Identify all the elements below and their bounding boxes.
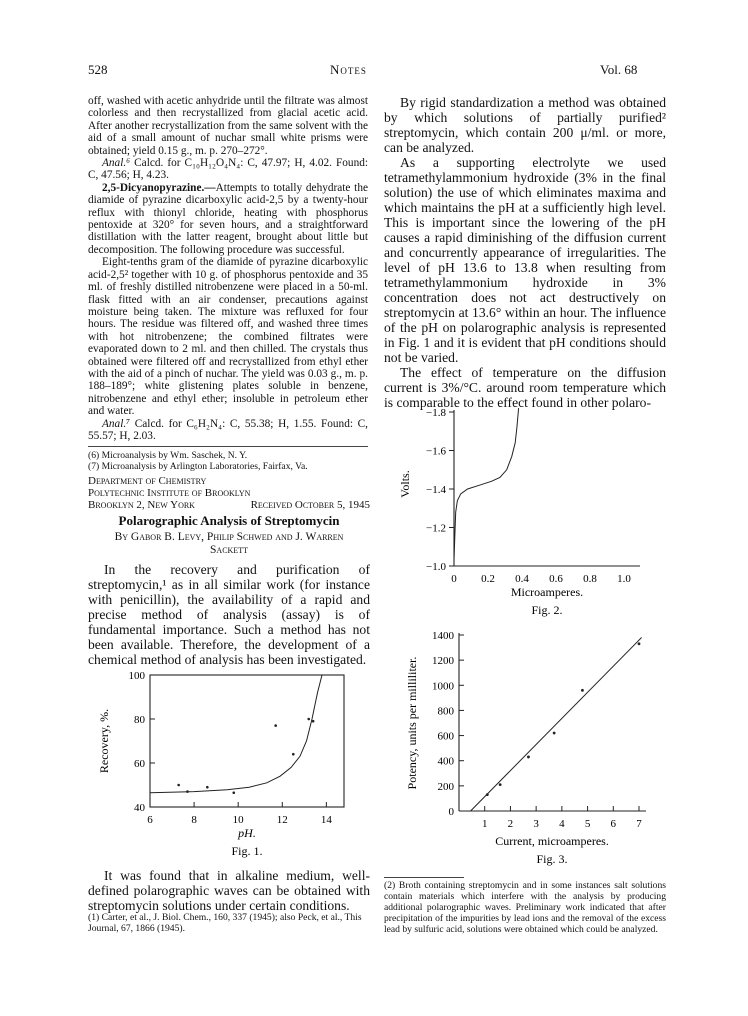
fig2-x-tick-label: 0 — [451, 573, 457, 585]
fig2-y-tick-label: −1.6 — [426, 445, 446, 458]
by-label: By — [114, 531, 129, 543]
fig3-xlabel: Current, microamperes. — [495, 834, 609, 848]
footnote-divider — [384, 877, 464, 878]
fig1-data-point — [312, 720, 315, 723]
fig3-y-tick-label: 1400 — [432, 630, 454, 642]
paragraph: By rigid standardization a method was obtained by which solutions of partially purified² streptomycin, which contain 200 μ/ml. or more, can be analyzed. — [384, 95, 666, 155]
fig2-x-tick-label: 0.2 — [481, 573, 495, 585]
fig1-x-tick-label: 10 — [232, 814, 244, 826]
fig2-xlabel: Microamperes. — [510, 585, 584, 599]
fig3-x-tick-label: 3 — [533, 818, 539, 830]
fig3-y-tick-label: 600 — [437, 730, 454, 743]
affiliation-city: Brooklyn 2, New York — [88, 499, 195, 511]
fig2-y-tick-label: −1.8 — [426, 407, 446, 419]
analysis-line — [88, 418, 368, 443]
fig3-x-tick-label: 6 — [610, 818, 617, 830]
fig3-y-tick-label: 0 — [448, 806, 454, 818]
fig1-caption: Fig. 1. — [231, 844, 263, 858]
fig2-curve — [454, 408, 519, 560]
fig3-y-tick-label: 400 — [437, 755, 454, 768]
footnote: (7) Microanalysis by Arlington Laboratories, Fairfax, Va. — [88, 461, 308, 472]
fig2-x-tick-label: 0.8 — [583, 573, 597, 585]
analysis-text: Calcd. for C₆H₂N₄: C, 55.38; H, 1.55. Found: C, 55.57; H, 2.03. — [88, 417, 368, 442]
article-title: Polarographic Analysis of Streptomycin — [118, 513, 340, 528]
fig1-data-point — [274, 724, 277, 727]
fig3-chart — [384, 625, 666, 870]
fig3-caption: Fig. 3. — [536, 852, 568, 866]
section-heading: 2,5-Dicyanopyrazine.— — [102, 181, 216, 194]
bottom-left-paragraph — [88, 868, 370, 913]
fig3-x-ticks — [482, 806, 642, 830]
fig1-data-point — [206, 786, 209, 789]
fig3-x-tick-label: 1 — [481, 818, 488, 830]
authors — [88, 531, 370, 557]
paragraph-text: Attempts to totally dehydrate the diamide of pyrazine dicarboxylic acid-2,5 by a twenty-hour reflux with thionyl chloride, heating with phosphorus pentoxide at 320° for seven hours, and a straightforward distillation with the latter reagent, brought about little but decomposition. The following procedure was successful. — [88, 181, 368, 256]
fig1-curve — [150, 675, 322, 793]
paragraph: In the recovery and purification of streptomycin,¹ as in all similar work (for instance with penicillin), the availability of a rapid and precise method of analysis (assay) is of fundamental importance. Such a method has not been available. Therefore, the development of a chemical method of analysis has been investigated. — [88, 562, 370, 667]
right-column-text — [384, 95, 666, 410]
left-column-top — [88, 95, 368, 442]
fig1-points — [177, 718, 314, 794]
fig3-data-point — [499, 783, 502, 786]
fig2-caption: Fig. 2. — [531, 603, 563, 617]
fig1-x-ticks — [147, 802, 332, 826]
fig3-x-tick-label: 4 — [559, 818, 565, 830]
intro-paragraph — [88, 562, 370, 667]
authors-line — [88, 531, 370, 544]
volume-label: Vol. 68 — [600, 62, 638, 77]
fig1-chart — [88, 665, 370, 865]
paragraph — [88, 182, 368, 256]
fig2-x-tick-label: 0.4 — [515, 573, 529, 585]
fig1-ylabel: Recovery, %. — [97, 708, 111, 774]
paragraph: As a supporting electrolyte we used tetramethylammonium hydroxide (3% in the final solution) the use of which eliminates maxima and which maintains the pH at a sufficiently high level. This is important since the lowering of the pH causes a rapid diminishing of the diffusion current and concurrently appearance of irregularities. The level of pH 13.6 to 13.8 when resulting from tetramethylammonium hydroxide in 3% concentration does not act destructively on streptomycin at 13.6° within an hour. The influence of the pH on polarographic analysis is represented in Fig. 1 and it is evident that pH conditions should not be varied. — [384, 155, 666, 365]
fig3-fit-line — [471, 638, 642, 811]
fig2-x-tick-label: 0.6 — [549, 573, 563, 585]
fig1-x-tick-label: 6 — [147, 814, 153, 826]
fig3-data-point — [486, 793, 489, 796]
analysis-label: Anal.⁶ — [102, 157, 131, 170]
fig1-x-tick-label: 12 — [276, 814, 288, 826]
fig1-x-tick-label: 8 — [191, 814, 197, 826]
paragraph: Eight-tenths gram of the diamide of pyrazine dicarboxylic acid-2,5² together with 10 g. of phosphorus pentoxide and 35 ml. of freshly distilled nitrobenzene were placed in a 50-ml. flask fitted with an air condenser, precautions against moisture being taken. The mixture was refluxed for four hours. The residue was filtered off, and washed three times with hot nitrobenzene; the combined filtrates were evaporated down to 2 ml. and then chilled. The crystals thus obtained were filtered off and recrystallized from ethyl ether with the aid of a pinch of nuchar. The yield was 0.03 g., m. p. 188–189°; white glistening plates soluble in benzene, nitrobenzene and ethyl ether; insoluble in petroleum ether and water. — [88, 256, 368, 418]
fig1-y-tick-label: 60 — [134, 758, 145, 770]
footnotes — [88, 450, 368, 472]
running-head: Notes — [330, 62, 367, 77]
footnote: (2) Broth containing streptomycin and in some instances salt solutions contain materials which interfere with the analysis by producing additional polarographic waves. Preliminary work indicated that after precipitation of the impurities by lead ions and the removal of the excess lead by sulfuric acid, solutions were obtained which could be analyzed. — [384, 880, 666, 935]
affiliation-dept: Department of Chemistry — [88, 475, 207, 487]
fig3-y-tick-label: 1200 — [432, 655, 454, 668]
fig3-x-tick-label: 7 — [636, 818, 642, 830]
fig1-data-point — [232, 791, 235, 794]
fig2-x-ticks — [451, 573, 631, 585]
footnote: (6) Microanalysis by Wm. Saschek, N. Y. — [88, 450, 248, 461]
paragraph: off, washed with acetic anhydride until the filtrate was almost colorless and then recrystallized from glacial acetic acid. After another recrystallization from the same solvent with the aid of a small amount of nuchar small white prisms were obtained; yield 0.15 g., m. p. 270–272°. — [88, 95, 368, 157]
affiliation — [88, 475, 370, 511]
fig3-ylabel: Potency, units per milliliter. — [405, 656, 419, 790]
page-number: 528 — [88, 62, 108, 77]
fig1-data-point — [177, 784, 180, 787]
affiliation-row — [88, 499, 370, 511]
fig1-data-point — [186, 790, 189, 793]
fig3-y-tick-label: 1000 — [432, 680, 454, 693]
fig3-data-point — [527, 756, 530, 759]
fig1-x-tick-label: 14 — [320, 814, 332, 826]
fig2-y-tick-label: −1.4 — [426, 484, 446, 496]
fig3-data-point — [553, 732, 556, 735]
fig1-data-point — [307, 718, 310, 721]
fig2-y-tick-label: −1.2 — [426, 522, 446, 535]
paragraph: It was found that in alkaline medium, well-defined polarographic waves can be obtained with streptomycin solutions under certain conditions. — [88, 868, 370, 913]
fig3-x-tick-label: 5 — [584, 818, 591, 830]
received-date: Received October 5, 1945 — [250, 499, 370, 511]
fig3-data-point — [638, 642, 641, 645]
authors-names: Gabor B. Levy, Philip Schwed and J. Warren — [130, 531, 344, 543]
analysis-line — [88, 157, 368, 182]
fig3-points — [486, 642, 641, 796]
fig3-y-tick-label: 800 — [437, 705, 454, 718]
authors-line: Sackett — [210, 544, 248, 556]
fig1-y-tick-label: 40 — [134, 802, 145, 814]
fig2-x-tick-label: 1.0 — [617, 573, 631, 585]
fig2-ylabel: Volts. — [398, 470, 412, 498]
fig2-chart — [384, 400, 666, 620]
fig3-y-tick-label: 200 — [437, 780, 454, 793]
fig2-y-ticks — [426, 407, 454, 573]
affiliation-institute: Polytechnic Institute of Brooklyn — [88, 487, 251, 499]
fig1-y-tick-label: 100 — [128, 670, 145, 682]
paragraph: The effect of temperature on the diffusion current is 3%/°C. around room temperature which is comparable to the effect found in other polaro- — [384, 365, 666, 410]
footnote: (1) Carter, et al., J. Biol. Chem., 160, 337 (1945); also Peck, et al., This Journal, 67, 1866 (1945). — [88, 912, 362, 934]
fig2-y-tick-label: −1.0 — [426, 561, 446, 573]
fig3-data-point — [581, 689, 584, 692]
footnote-divider — [88, 446, 368, 447]
analysis-label: Anal.⁷ — [102, 417, 131, 430]
analysis-text: Calcd. for C₁₀H₁₂O₄N₄: C, 47.97; H, 4.02. Found: C, 47.56; H, 4.23. — [88, 157, 369, 182]
fig1-y-tick-label: 80 — [134, 714, 145, 726]
fig1-data-point — [292, 753, 295, 756]
fig1-xlabel: pH. — [238, 826, 256, 840]
fig3-x-tick-label: 2 — [507, 818, 514, 830]
